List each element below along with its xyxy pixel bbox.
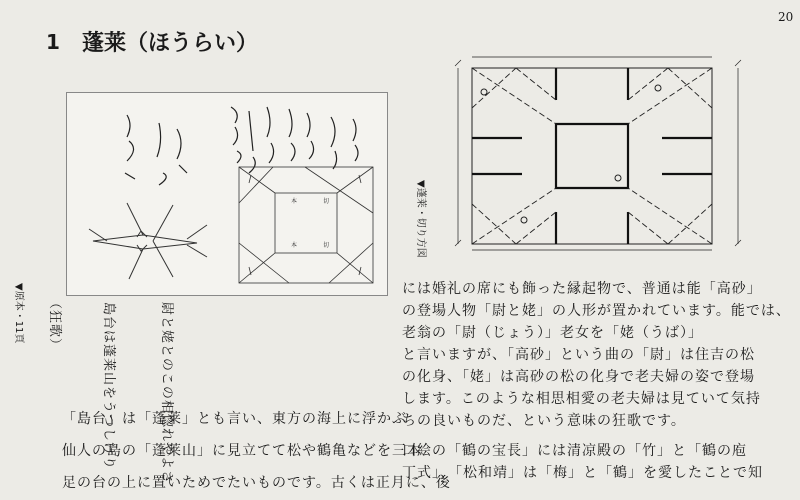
book-page-illustration — [67, 93, 387, 295]
reference-circles — [481, 85, 661, 223]
svg-text:切: 切 — [323, 242, 330, 249]
section-title: 蓬莱（ほうらい） — [82, 30, 259, 56]
poem-line-2: 尉と姥とのこの相惚れやよさ — [159, 302, 174, 485]
body-line-9: 丁式」、「松和靖」は「梅」と「鶴」を愛したことで知 — [402, 465, 763, 481]
inner-cut-lines — [472, 68, 712, 244]
photo-caption: ▼原本・11頁 — [13, 283, 24, 344]
cutting-diagram — [452, 52, 750, 258]
body-line-4: と言いますが、「高砂」という曲の「尉」は住吉の松 — [402, 347, 755, 363]
poem-label: （狂歌） — [47, 296, 62, 353]
outer-square — [472, 68, 712, 244]
section-number: 1 — [46, 30, 60, 54]
cutting-diagram-svg — [452, 52, 750, 258]
body-line-2: の登場人物「尉と姥」の人形が置かれています。能では、 — [402, 303, 791, 319]
body-line-7: ちの良いものだ、という意味の狂歌です。 — [402, 413, 686, 429]
commentary-line-3: 足の台の上に置いためでたいものです。古くは正月に、後 — [62, 475, 451, 491]
body-line-1: には婚礼の席にも飾った縁起物で、普通は能「高砂」 — [402, 281, 762, 297]
body-line-6: します。このような相思相愛の老夫婦は見ていて気持 — [402, 391, 761, 407]
svg-text:本: 本 — [291, 242, 298, 249]
page-number: 20 — [778, 10, 794, 24]
commentary-line-1: 「島台」は「蓬莱」とも言い、東方の海上に浮かぶ — [62, 411, 407, 427]
body-line-3: 老翁の「尉（じょう）」老女を「姥（うば）」 — [402, 325, 703, 341]
svg-text:本: 本 — [291, 198, 298, 205]
fold-lines — [472, 68, 712, 244]
body-line-5: の化身、「姥」は高砂の松の化身で老夫婦の姿で登場 — [402, 369, 755, 385]
commentary-line-2: 仙人の島の「蓬莱山」に見立てて松や鶴亀などを三本 — [62, 443, 422, 459]
original-book-photo — [66, 92, 388, 296]
svg-text:切: 切 — [323, 198, 330, 205]
diagram-caption: ▼蓬莱・切り方図 — [415, 180, 426, 258]
poem-line-1: 島台は蓬莱山をうつしけり — [101, 302, 116, 471]
body-line-8: 口絵の「鶴の宝長」には清凉殿の「竹」と「鶴の庖 — [402, 443, 747, 459]
